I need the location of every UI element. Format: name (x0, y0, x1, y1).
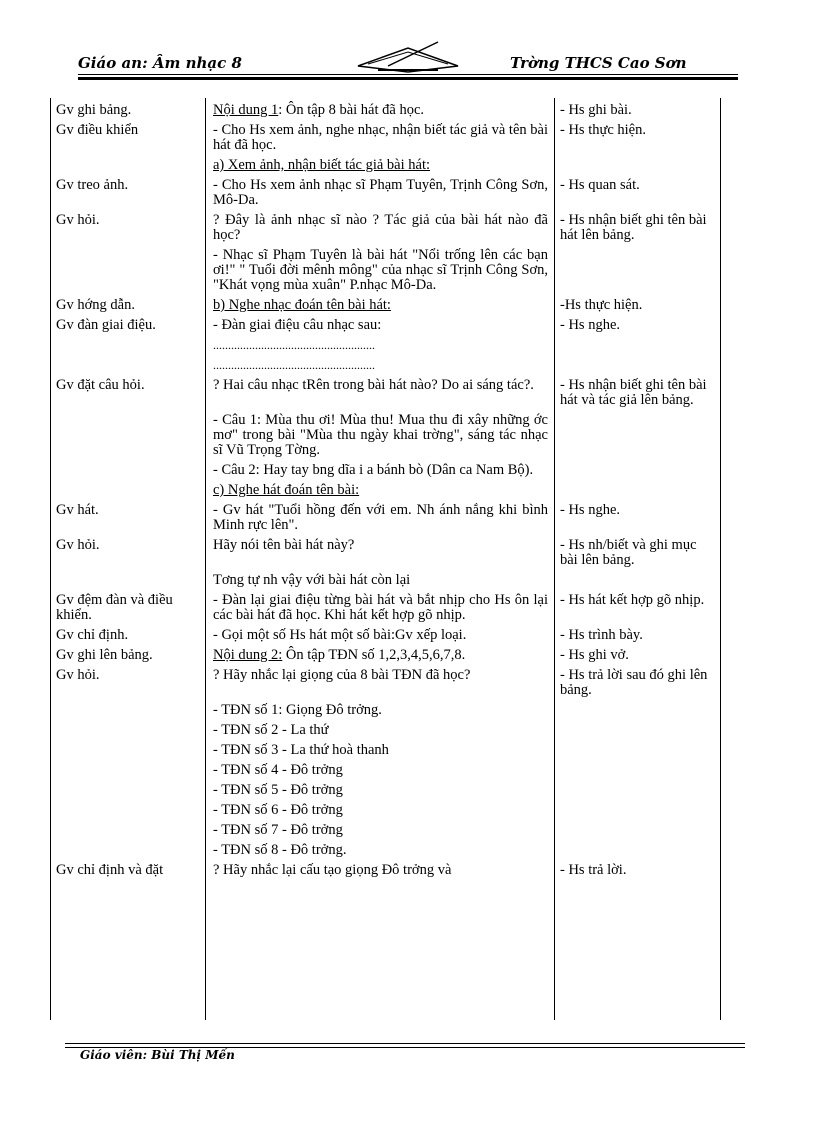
table-border-right (720, 98, 721, 1020)
content-cell: - Đàn lại giai điệu từng bài hát và bắt nhịp cho Hs ôn lại các bài hát đã học. Khi hát kết hợp gõ nhịp. (213, 592, 548, 623)
student-activity-cell (554, 838, 720, 858)
table-row (50, 333, 720, 353)
table-row (50, 498, 720, 533)
content-text: : Ôn tập 8 bài hát đã học. (278, 102, 425, 118)
student-activity-cell: - Hs thực hiện. (560, 122, 646, 138)
teacher-activity-cell (50, 153, 205, 173)
content-cell: - TĐN số 2 - La thứ (213, 722, 329, 738)
table-row (50, 458, 720, 478)
table-row (50, 98, 720, 118)
student-activity-cell: - Hs ghi vở. (560, 647, 629, 663)
content-cell: ? Hãy nhắc lại giọng của 8 bài TĐN đã học? (213, 667, 471, 683)
section-heading: Nội dung 2: (213, 647, 283, 663)
teacher-activity-cell (50, 758, 205, 778)
student-activity-cell (554, 798, 720, 818)
teacher-activity-cell (50, 568, 205, 588)
content-cell: - TĐN số 8 - Đô trởng. (213, 842, 347, 858)
table-row (50, 118, 720, 153)
content-cell: Hãy nói tên bài hát này? (213, 537, 355, 553)
teacher-activity-cell: Gv chỉ định. (56, 627, 129, 643)
page-header (78, 50, 738, 80)
teacher-activity-cell: Gv hỏi. (56, 212, 100, 228)
content-cell (205, 293, 554, 313)
teacher-activity-cell (50, 718, 205, 738)
content-cell (205, 333, 554, 353)
student-activity-cell: - Hs hát kết hợp gõ nhịp. (560, 592, 705, 608)
student-activity-cell (554, 568, 720, 588)
content-cell (205, 98, 554, 118)
content-cell (205, 353, 554, 373)
teacher-activity-cell (50, 778, 205, 798)
content-cell: - Câu 1: Mùa thu ơi! Mùa thu! Mua thu đi xây những ớc mơ" trong bài "Mùa thu ngày khai trờng", sáng tác nhạc sĩ Vũ Trọng Tờng. (213, 412, 548, 458)
teacher-activity-cell (50, 458, 205, 478)
student-activity-cell: - Hs quan sát. (560, 177, 640, 193)
table-row (50, 373, 720, 408)
content-cell: - Câu 2: Hay tay bng dĩa i a bánh bò (Dân ca Nam Bộ). (213, 462, 534, 478)
teacher-activity-cell (50, 243, 205, 293)
table-row (50, 623, 720, 643)
teacher-activity-cell (50, 738, 205, 758)
teacher-activity-cell: Gv điều khiển (56, 122, 139, 138)
content-cell: ? Đây là ảnh nhạc sĩ nào ? Tác giả của bài hát nào đã học? (213, 212, 548, 243)
table-row (50, 778, 720, 798)
content-cell: - TĐN số 1: Giọng Đô trởng. (213, 702, 382, 718)
table-row (50, 818, 720, 838)
footer-teacher: Giáo viên: Bùi Thị Mến (80, 1048, 235, 1062)
table-row (50, 533, 720, 568)
teacher-activity-cell (50, 478, 205, 498)
content-cell: - TĐN số 3 - La thứ hoà thanh (213, 742, 389, 758)
table-row (50, 643, 720, 663)
dotted-placeholder: ...................................................... (213, 338, 375, 352)
content-cell (205, 643, 554, 663)
lesson-table (50, 98, 720, 878)
table-row (50, 718, 720, 738)
teacher-activity-cell (50, 408, 205, 458)
dotted-placeholder: ...................................................... (213, 358, 375, 372)
table-row (50, 663, 720, 698)
student-activity-cell: - Hs trả lời. (560, 862, 627, 878)
content-cell: - TĐN số 5 - Đô trởng (213, 782, 343, 798)
student-activity-cell (554, 478, 720, 498)
teacher-activity-cell (50, 838, 205, 858)
subsection-heading: c) Nghe hát đoán tên bài: (213, 482, 360, 498)
table-row (50, 173, 720, 208)
content-cell: - Gọi một số Hs hát một số bài:Gv xếp loại. (213, 627, 467, 643)
content-cell: - TĐN số 4 - Đô trởng (213, 762, 343, 778)
section-heading: Nội dung 1 (213, 102, 279, 118)
teacher-activity-cell: Gv treo ảnh. (56, 177, 129, 193)
table-row (50, 293, 720, 313)
student-activity-cell (554, 243, 720, 293)
teacher-activity-cell: Gv đặt câu hỏi. (56, 377, 145, 393)
student-activity-cell (554, 778, 720, 798)
student-activity-cell (554, 698, 720, 718)
content-cell (205, 478, 554, 498)
student-activity-cell (554, 333, 720, 353)
table-row (50, 838, 720, 858)
subsection-heading: b) Nghe nhạc đoán tên bài hát: (213, 297, 391, 313)
teacher-activity-cell (50, 698, 205, 718)
student-activity-cell (554, 818, 720, 838)
teacher-activity-cell: Gv ghi bảng. (56, 102, 132, 118)
table-row (50, 738, 720, 758)
header-rule-thin (78, 74, 738, 75)
student-activity-cell (554, 458, 720, 478)
table-row (50, 208, 720, 243)
table-row (50, 243, 720, 293)
table-row (50, 408, 720, 458)
student-activity-cell: - Hs nghe. (560, 502, 621, 518)
content-cell: - Cho Hs xem ảnh, nghe nhạc, nhận biết tác giả và tên bài hát đã học. (213, 122, 548, 153)
teacher-activity-cell: Gv chỉ định và đặt (56, 862, 164, 878)
content-cell: - Cho Hs xem ảnh nhạc sĩ Phạm Tuyên, Trịnh Công Sơn, Mô-Da. (213, 177, 548, 208)
student-activity-cell (554, 738, 720, 758)
student-activity-cell: - Hs nh/biết và ghi mục bài lên bảng. (560, 537, 697, 568)
content-cell: Tơng tự nh vậy với bài hát còn lại (213, 572, 411, 588)
teacher-activity-cell (50, 333, 205, 353)
student-activity-cell (554, 408, 720, 458)
table-row (50, 588, 720, 623)
table-row (50, 698, 720, 718)
table-row (50, 798, 720, 818)
header-rule-thick (78, 77, 738, 80)
teacher-activity-cell: Gv hớng dẫn. (56, 297, 135, 313)
subsection-heading: a) Xem ảnh, nhận biết tác giả bài hát: (213, 157, 431, 173)
table-row (50, 758, 720, 778)
table-row (50, 313, 720, 333)
student-activity-cell: -Hs thực hiện. (560, 297, 643, 313)
content-cell (205, 153, 554, 173)
student-activity-cell: - Hs trình bày. (560, 627, 643, 643)
student-activity-cell: - Hs nghe. (560, 317, 621, 333)
header-left-title: Giáo an: Âm nhạc 8 (78, 54, 242, 72)
student-activity-cell: - Hs nhận biết ghi tên bài hát lên bảng. (560, 212, 707, 243)
content-cell: - Gv hát "Tuổi hồng đến với em. Nh ánh nắng khi bình Minh rực lên". (213, 502, 548, 533)
table-row (50, 568, 720, 588)
teacher-activity-cell (50, 353, 205, 373)
content-cell: ? Hãy nhắc lại cấu tạo giọng Đô trởng và (213, 862, 452, 878)
teacher-activity-cell: Gv đệm đàn và điều khiển. (56, 592, 173, 623)
table-row (50, 478, 720, 498)
teacher-activity-cell (50, 798, 205, 818)
student-activity-cell (554, 758, 720, 778)
table-row (50, 353, 720, 373)
teacher-activity-cell: Gv hỏi. (56, 667, 100, 683)
content-cell: - Đàn giai điệu câu nhạc sau: (213, 317, 382, 333)
student-activity-cell (554, 153, 720, 173)
teacher-activity-cell: Gv đàn giai điệu. (56, 317, 156, 333)
table-row (50, 153, 720, 173)
student-activity-cell (554, 718, 720, 738)
teacher-activity-cell: Gv hát. (56, 502, 99, 518)
teacher-activity-cell: Gv hỏi. (56, 537, 100, 553)
student-activity-cell: - Hs ghi bài. (560, 102, 632, 118)
content-cell: - Nhạc sĩ Phạm Tuyên là bài hát "Nổi trống lên các bạn ơi!" " Tuổi đời mênh mông" của nhạc sĩ Trịnh Công Sơn, "Khát vọng mùa xuân" P.nhạc Mô-Da. (213, 247, 548, 293)
header-right-title: Trờng THCS Cao Sơn (510, 54, 687, 72)
student-activity-cell (554, 353, 720, 373)
footer-rule-thick (65, 1043, 745, 1044)
content-cell: - TĐN số 6 - Đô trởng (213, 802, 343, 818)
content-cell: - TĐN số 7 - Đô trởng (213, 822, 343, 838)
content-text: Ôn tập TĐN số 1,2,3,4,5,6,7,8. (282, 647, 466, 663)
content-cell: ? Hai câu nhạc tRên trong bài hát nào? Do ai sáng tác?. (213, 377, 534, 393)
teacher-activity-cell (50, 818, 205, 838)
book-quill-icon (348, 36, 468, 76)
table-row (50, 858, 720, 878)
teacher-activity-cell: Gv ghi lên bảng. (56, 647, 153, 663)
student-activity-cell: - Hs trả lời sau đó ghi lên bảng. (560, 667, 708, 698)
student-activity-cell: - Hs nhận biết ghi tên bài hát và tác giả lên bảng. (560, 377, 707, 408)
